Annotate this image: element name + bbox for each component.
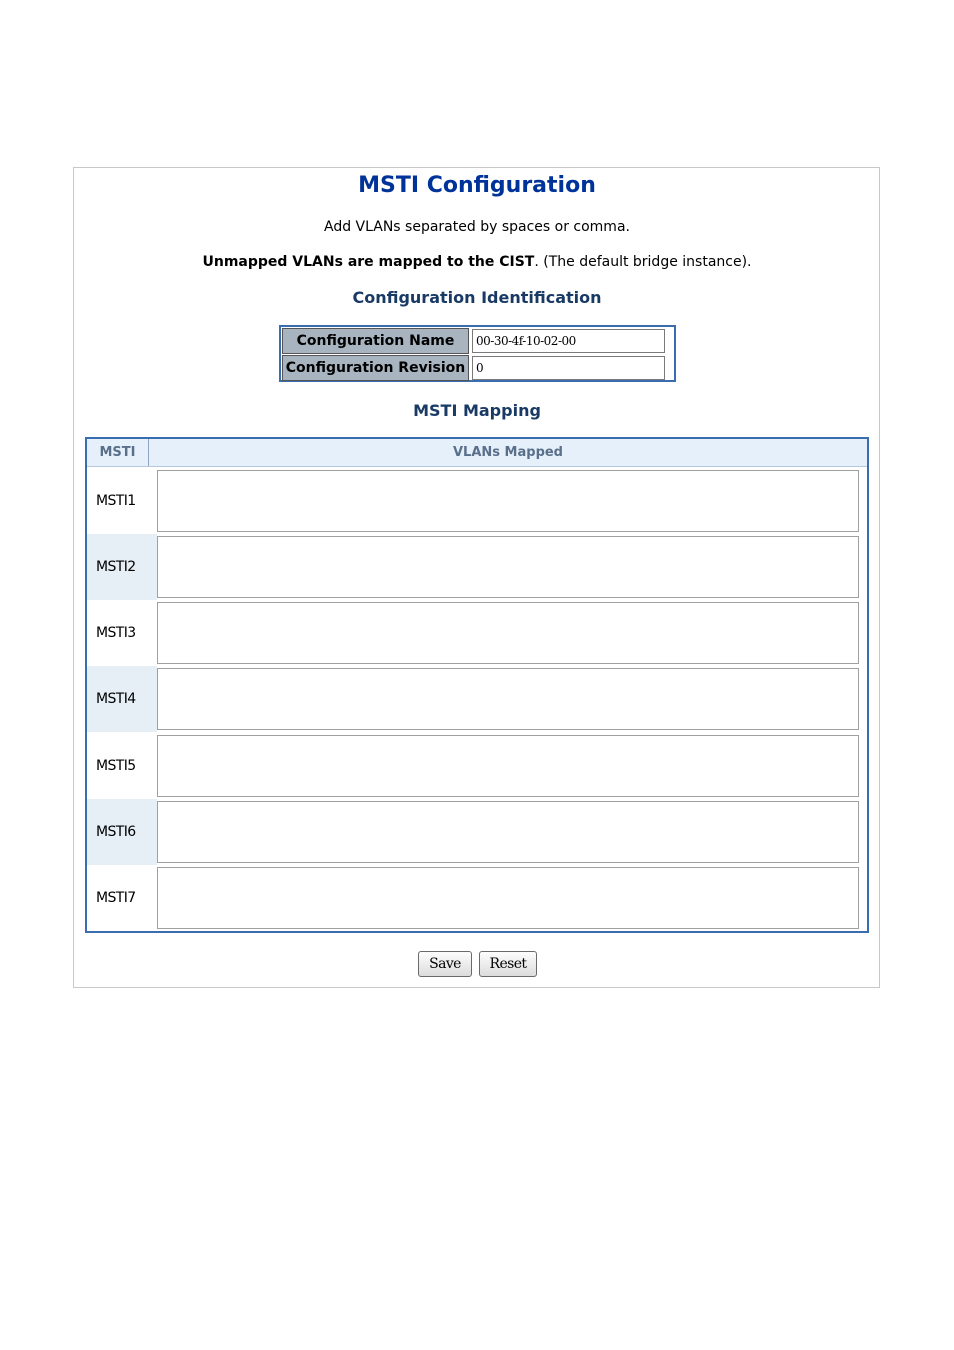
table-row xyxy=(87,733,867,799)
msti-label: MSTI3 xyxy=(96,625,136,641)
msti-label: MSTI2 xyxy=(87,534,157,600)
instruction-text: Add VLANs separated by spaces or comma. xyxy=(324,219,630,235)
vlans-mapped-input[interactable] xyxy=(157,735,859,797)
config-identification-table xyxy=(279,325,676,382)
msti-label: MSTI6 xyxy=(87,799,157,865)
cist-note-bold: Unmapped VLANs are mapped to the CIST xyxy=(202,254,535,270)
config-name-row xyxy=(281,328,674,354)
table-row xyxy=(87,799,867,865)
save-button[interactable]: Save xyxy=(418,951,472,977)
msti-mapping-heading: MSTI Mapping xyxy=(413,401,541,420)
config-revision-row xyxy=(281,355,674,381)
table-row xyxy=(87,468,867,534)
cist-note xyxy=(0,254,954,270)
table-row xyxy=(87,534,867,600)
config-revision-label: Configuration Revision xyxy=(282,355,469,381)
mapping-table-header xyxy=(87,439,867,467)
col-header-msti: MSTI xyxy=(87,439,149,466)
reset-button[interactable]: Reset xyxy=(479,951,537,977)
table-row xyxy=(87,666,867,732)
msti-label: MSTI1 xyxy=(96,493,136,509)
vlans-mapped-input[interactable] xyxy=(157,602,859,664)
cist-note-rest: . (The default bridge instance). xyxy=(534,254,752,270)
vlans-mapped-input[interactable] xyxy=(157,801,859,863)
page-title: MSTI Configuration xyxy=(358,173,596,198)
msti-label: MSTI7 xyxy=(96,890,136,906)
msti-label: MSTI4 xyxy=(87,666,157,732)
config-name-input[interactable] xyxy=(472,329,665,353)
vlans-mapped-input[interactable] xyxy=(157,470,859,532)
vlans-mapped-input[interactable] xyxy=(157,536,859,598)
vlans-mapped-input[interactable] xyxy=(157,867,859,929)
table-row xyxy=(87,865,867,931)
config-revision-input[interactable] xyxy=(472,356,665,380)
config-identification-heading: Configuration Identification xyxy=(352,288,602,307)
vlans-mapped-input[interactable] xyxy=(157,668,859,730)
msti-mapping-table xyxy=(85,437,869,933)
table-row xyxy=(87,600,867,666)
msti-label: MSTI5 xyxy=(96,758,136,774)
config-name-label: Configuration Name xyxy=(282,328,469,354)
col-header-vlans-mapped: VLANs Mapped xyxy=(453,445,563,460)
